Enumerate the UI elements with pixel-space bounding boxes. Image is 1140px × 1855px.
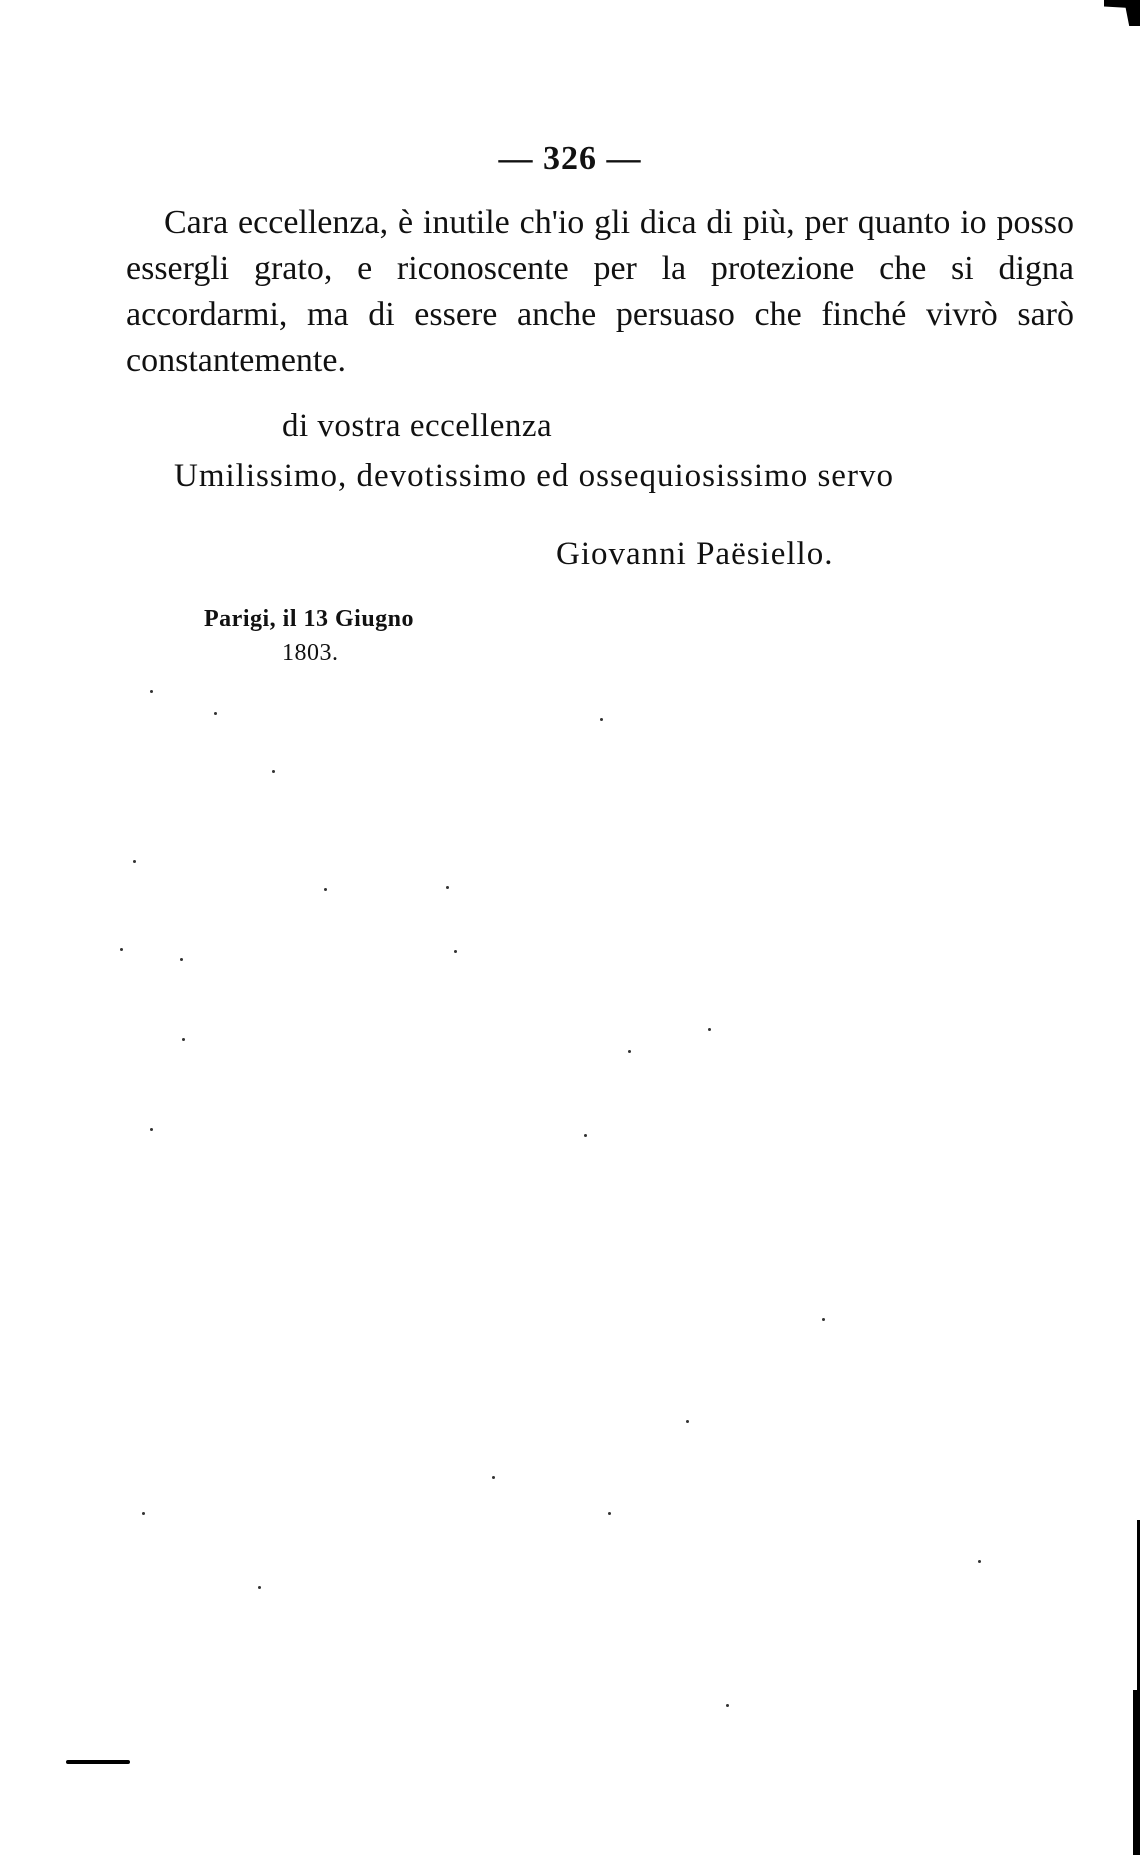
scan-speck bbox=[182, 1038, 185, 1041]
letter-body-text: Cara eccellenza, è inutile ch'io gli dica di più, per quanto io posso essergli grato, e riconoscente per la protezione che si digna accordarmi, ma di essere anche persuaso che finché vivrò sarò constantemente. bbox=[126, 204, 1074, 379]
scan-speck bbox=[726, 1704, 729, 1707]
place-date bbox=[204, 602, 414, 670]
scan-smudge bbox=[66, 1760, 130, 1764]
page-number: — 326 — bbox=[498, 140, 642, 177]
scan-speck bbox=[608, 1512, 611, 1515]
scan-speck bbox=[686, 1420, 689, 1423]
scan-speck bbox=[584, 1134, 587, 1137]
scan-speck bbox=[150, 690, 153, 693]
closing-salutation: Umilissimo, devotissimo ed ossequiosissimo servo bbox=[174, 458, 894, 494]
signature: Giovanni Paësiello. bbox=[556, 536, 834, 572]
scan-speck bbox=[258, 1586, 261, 1589]
scan-speck bbox=[446, 886, 449, 889]
scan-speck bbox=[180, 958, 183, 961]
scan-speck bbox=[492, 1476, 495, 1479]
scan-speck bbox=[120, 948, 123, 951]
year: 1803. bbox=[282, 640, 339, 666]
scan-speck bbox=[822, 1318, 825, 1321]
scan-speck bbox=[708, 1028, 711, 1031]
scan-speck bbox=[600, 718, 603, 721]
scan-speck bbox=[454, 950, 457, 953]
scan-speck bbox=[142, 1512, 145, 1515]
scan-speck bbox=[272, 770, 275, 773]
scan-speck bbox=[628, 1050, 631, 1053]
letter-body bbox=[126, 200, 1074, 384]
scan-speck bbox=[150, 1128, 153, 1131]
scan-speck bbox=[324, 888, 327, 891]
scan-edge-line-thick bbox=[1133, 1690, 1140, 1855]
scan-speck bbox=[978, 1560, 981, 1563]
closing-line: di vostra eccellenza bbox=[282, 408, 553, 444]
place-date-text: Parigi, il 13 Giugno bbox=[204, 606, 415, 632]
scan-speck bbox=[133, 860, 136, 863]
scan-speck bbox=[214, 712, 217, 715]
scan-corner-artifact bbox=[1104, 0, 1140, 26]
